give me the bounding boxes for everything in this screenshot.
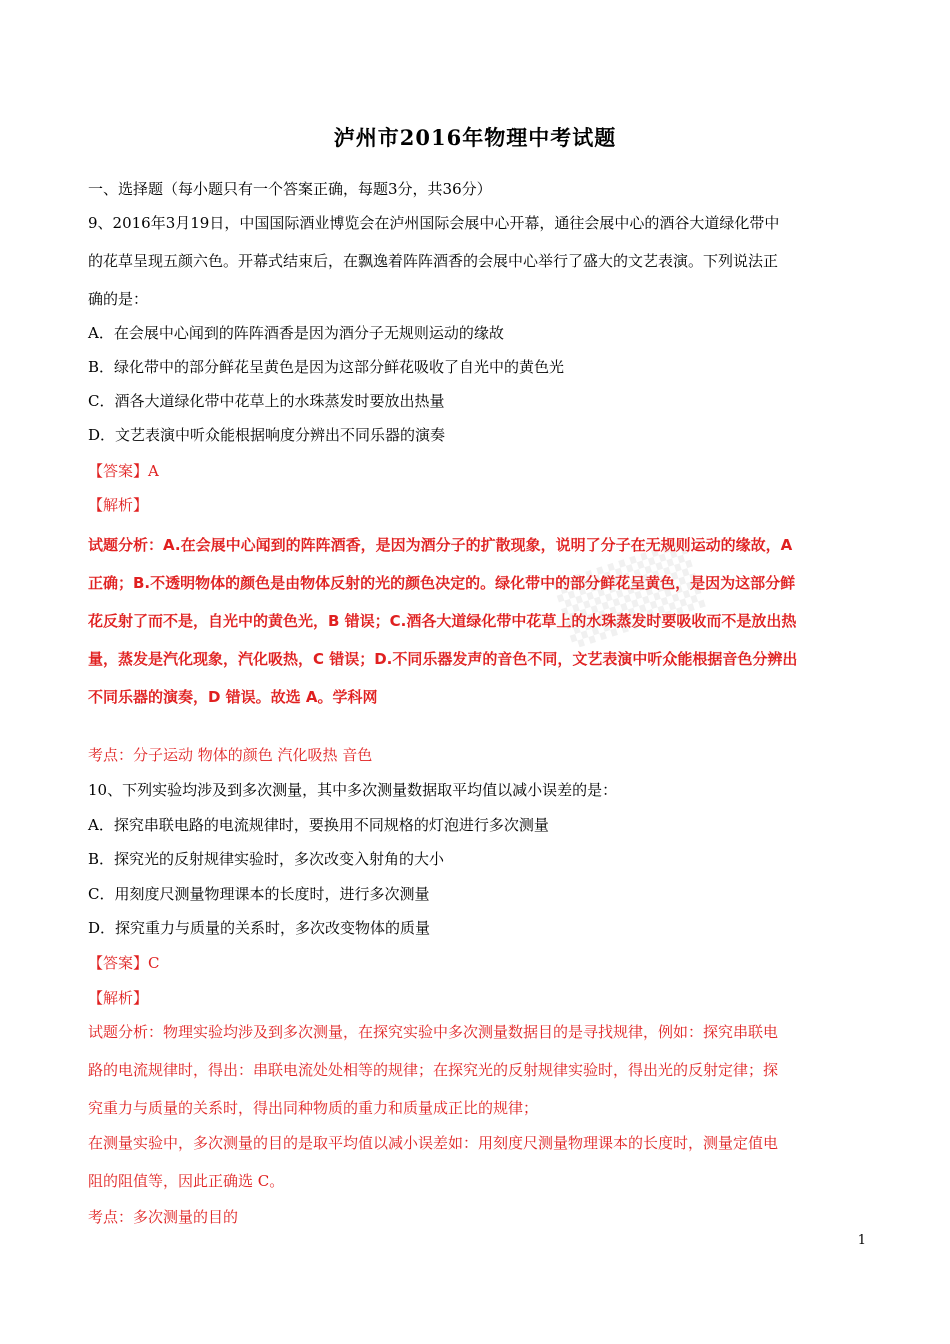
q9-analysis-line-4: 量，蒸发是汽化现象，汽化吸热，C 错误；D.不同乐器发声的音色不同，文艺表演中听众能根据音色分辨出 <box>88 650 798 668</box>
q10-stem: 10、下列实验均涉及到多次测量，其中多次测量数据取平均值以减小误差的是： <box>88 781 618 799</box>
q9-stem-line-2: 的花草呈现五颜六色。开幕式结束后，在飘逸着阵阵酒香的会展中心举行了盛大的文艺表演。下列说法正 <box>88 252 779 270</box>
q9-option-d: D．文艺表演中听众能根据响度分辨出不同乐器的演奏 <box>88 426 446 444</box>
page-title: 泸州市2016年物理中考试题 <box>333 125 617 150</box>
q10-analysis-line-2: 路的电流规律时，得出：串联电流处处相等的规律；在探究光的反射规律实验时，得出光的反射定律；探 <box>88 1061 779 1079</box>
q9-stem-line-1: 9、2016年3月19日，中国国际酒业博览会在泸州国际会展中心开幕，通往会展中心的酒谷大道绿化带中 <box>88 214 780 232</box>
q10-analysis-line-1: 试题分析：物理实验均涉及到多次测量，在探究实验中多次测量数据目的是寻找规律，例如：探究串联电 <box>88 1023 779 1041</box>
section-heading: 一、选择题（每小题只有一个答案正确，每题3分，共36分） <box>88 180 492 198</box>
q10-option-c: C．用刻度尺测量物理课本的长度时，进行多次测量 <box>88 885 430 903</box>
q10-answer: 【答案】C <box>88 954 160 972</box>
q10-option-a: A．探究串联电路的电流规律时，要换用不同规格的灯泡进行多次测量 <box>88 816 549 834</box>
q9-kaodian: 考点：分子运动 物体的颜色 汽化吸热 音色 <box>88 746 373 764</box>
q9-stem-line-3: 确的是： <box>88 290 149 308</box>
q9-analysis-line-2: 正确；B.不透明物体的颜色是由物体反射的光的颜色决定的。绿化带中的部分鲜花呈黄色，是因为这部分鲜 <box>88 574 796 592</box>
q9-analysis-line-3: 花反射了而不是，自光中的黄色光，B 错误；C.酒各大道绿化带中花草上的水珠蒸发时要吸收而不是放出热 <box>88 612 797 630</box>
q9-analysis-line-5: 不同乐器的演奏，D 错误。故选 A。学科网 <box>88 688 378 706</box>
q10-analysis-line-5: 阻的阻值等，因此正确选 C。 <box>88 1172 285 1190</box>
q9-option-a: A．在会展中心闻到的阵阵酒香是因为酒分子无规则运动的缘故 <box>88 324 504 342</box>
watermark: ▒▒▒ <box>552 540 706 650</box>
q10-analysis-line-3: 究重力与质量的关系时，得出同种物质的重力和质量成正比的规律； <box>88 1099 539 1117</box>
q9-analysis-label: 【解析】 <box>88 496 149 514</box>
q10-kaodian: 考点：多次测量的目的 <box>88 1208 239 1226</box>
page-number: 1 <box>857 1233 866 1248</box>
q9-option-b: B．绿化带中的部分鲜花呈黄色是因为这部分鲜花吸收了自光中的黄色光 <box>88 358 565 376</box>
q9-answer: 【答案】A <box>88 462 159 480</box>
q9-option-c: C．酒各大道绿化带中花草上的水珠蒸发时要放出热量 <box>88 392 445 410</box>
q10-option-d: D．探究重力与质量的关系时，多次改变物体的质量 <box>88 919 431 937</box>
q10-option-b: B．探究光的反射规律实验时，多次改变入射角的大小 <box>88 850 445 868</box>
q10-analysis-label: 【解析】 <box>88 989 149 1007</box>
q9-analysis-line-1: 试题分析：A.在会展中心闻到的阵阵酒香，是因为酒分子的扩散现象，说明了分子在无规则运动的缘故，A <box>88 536 793 554</box>
q10-analysis-line-4: 在测量实验中，多次测量的目的是取平均值以减小误差如：用刻度尺测量物理课本的长度时，测量定值电 <box>88 1134 779 1152</box>
